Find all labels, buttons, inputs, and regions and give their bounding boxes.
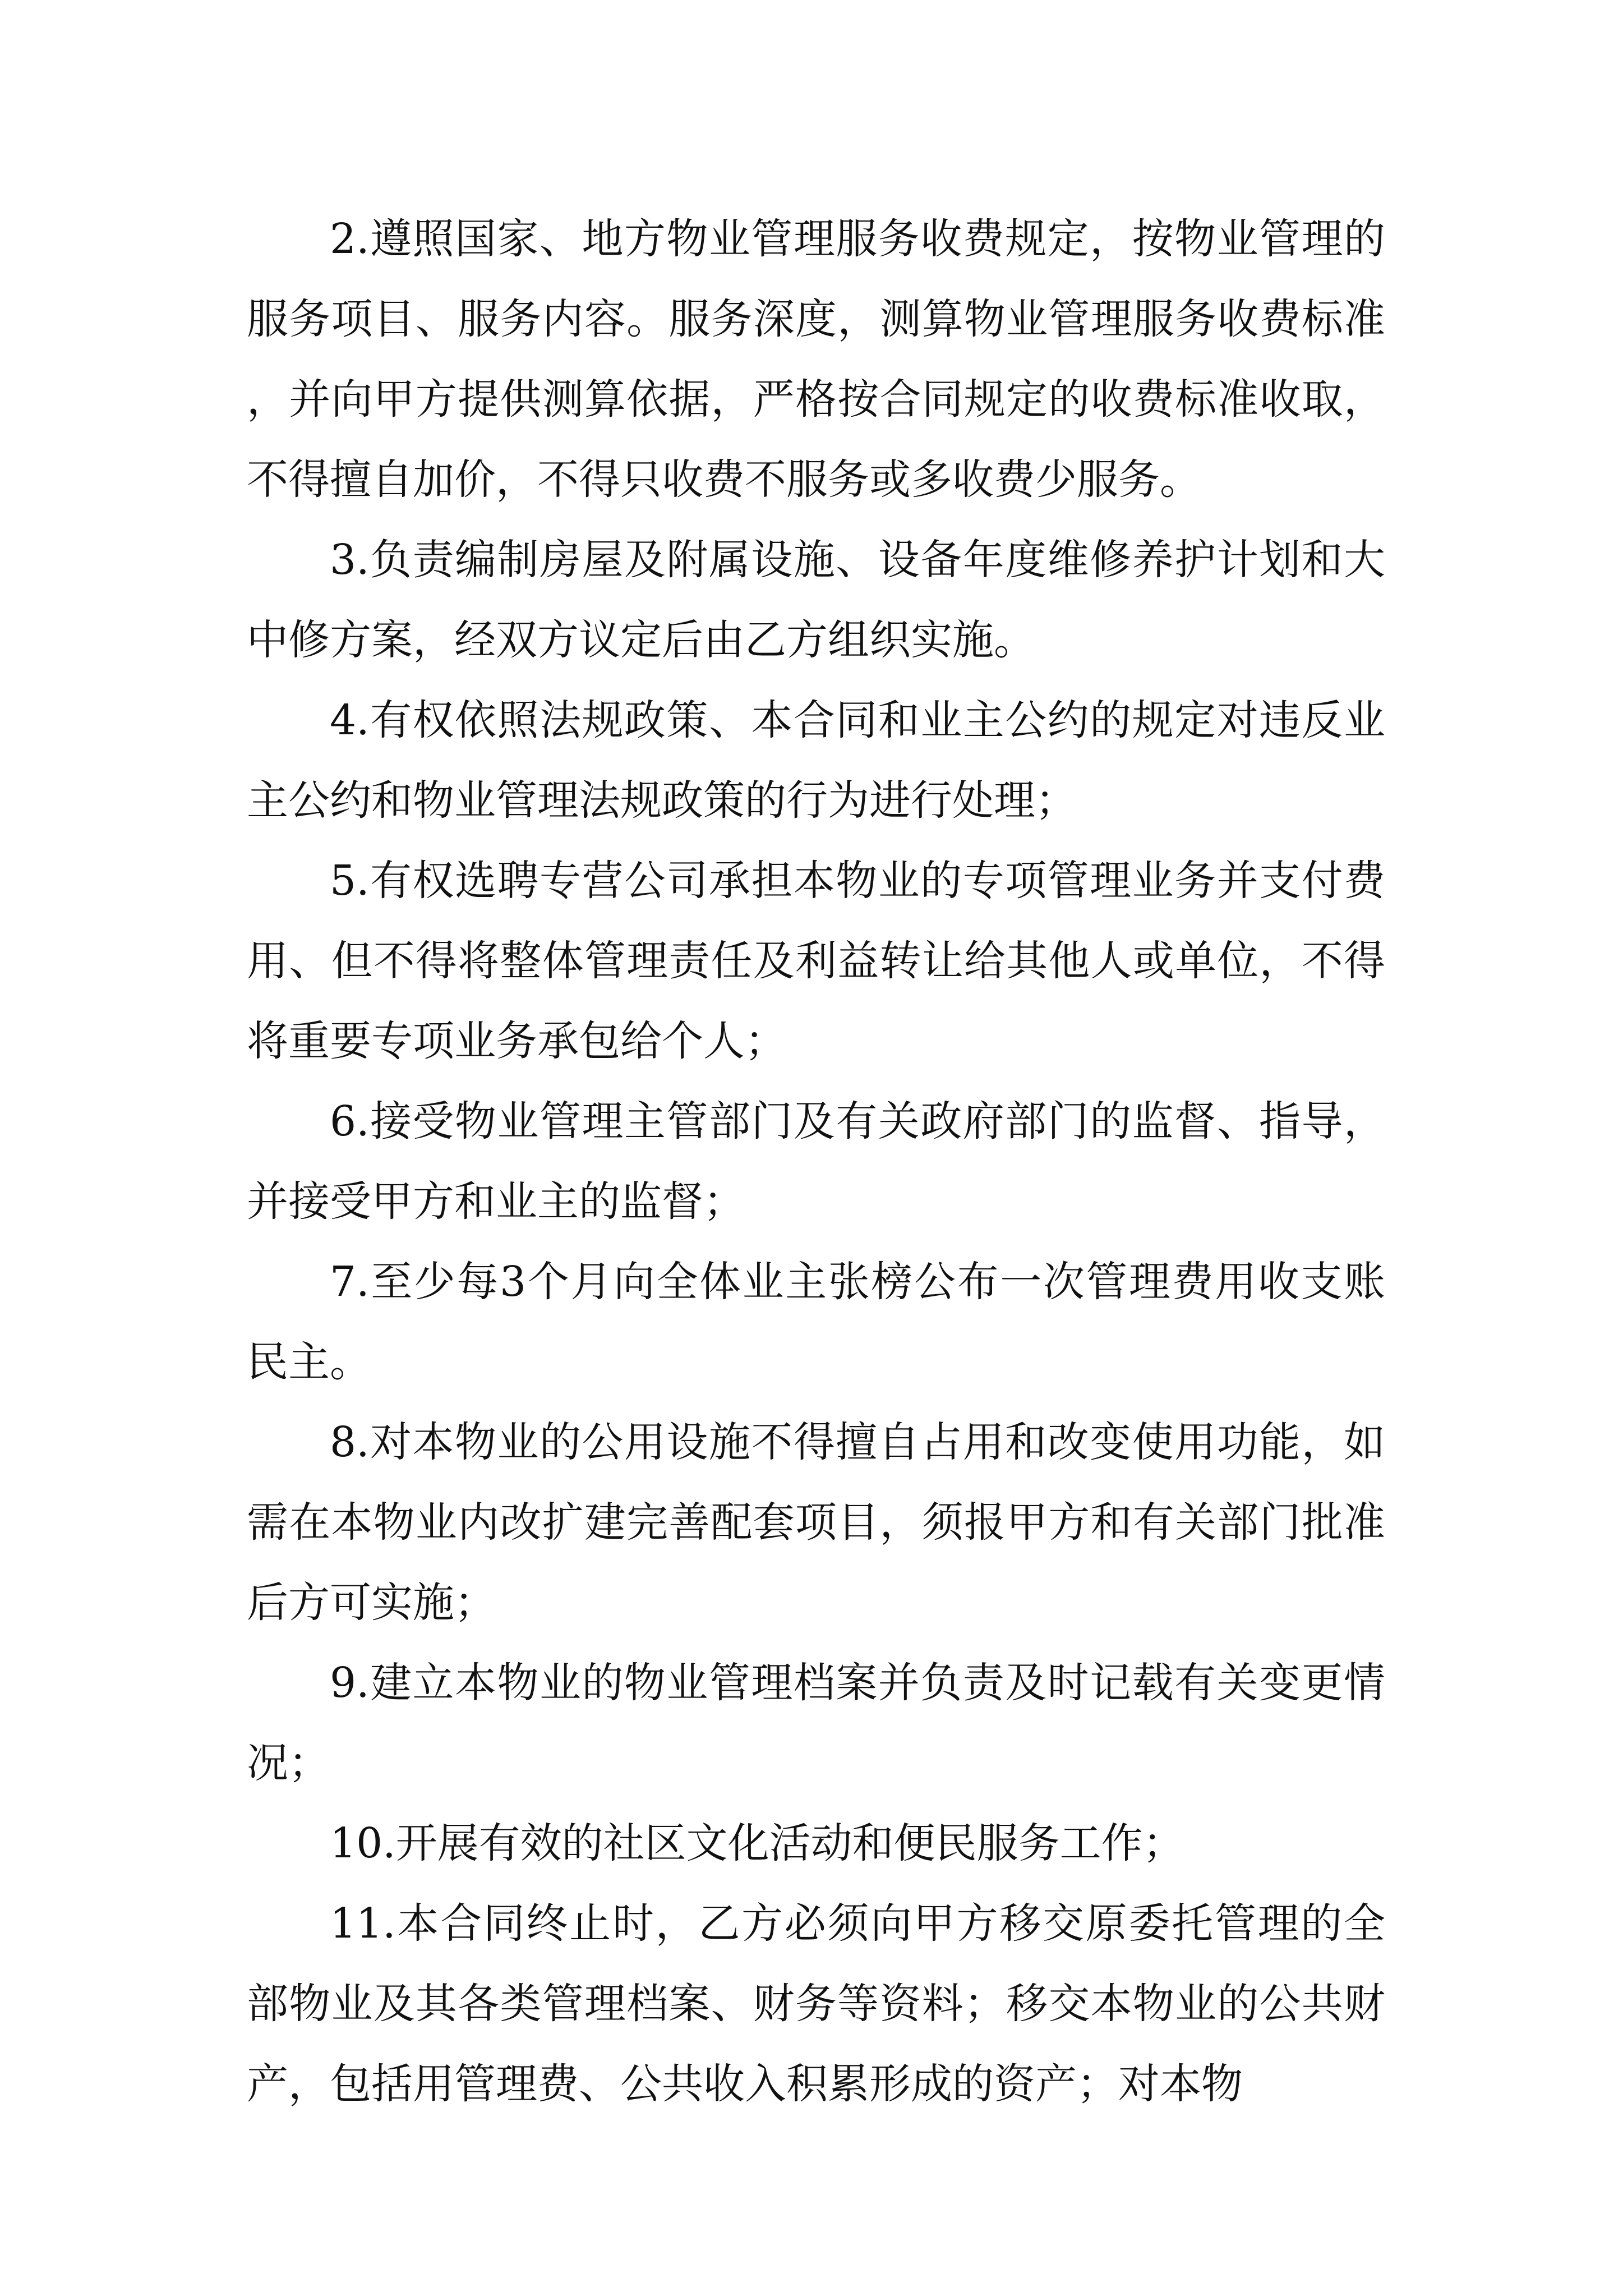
paragraph-item-8: 8.对本物业的公用设施不得擅自占用和改变使用功能，如需在本物业内改扩建完善配套项目，须报甲方和有关部门批准后方可实施； <box>247 1418 1385 1627</box>
paragraph-item-10: 10.开展有效的社区文化活动和便民服务工作； <box>330 1819 1184 1867</box>
paragraph-item-3: 3.负责编制房屋及附属设施、设备年度维修养护计划和大中修方案，经双方议定后由乙方组织实施。 <box>247 536 1385 664</box>
paragraph-item-11: 11.本合同终止时，乙方必须向甲方移交原委托管理的全部物业及其各类管理档案、财务等资料；移交本物业的公共财产，包括用管理费、公共收入积累形成的资产；对本物 <box>247 1899 1385 2108</box>
document-body <box>247 199 1385 2124</box>
paragraph-item-4: 4.有权依照法规政策、本合同和业主公约的规定对违反业主公约和物业管理法规政策的行为进行处理； <box>247 696 1385 825</box>
paragraph-item-7: 7.至少每3个月向全体业主张榜公布一次管理费用收支账民主。 <box>247 1258 1385 1386</box>
paragraph-item-9: 9.建立本物业的物业管理档案并负责及时记载有关变更情况； <box>247 1659 1385 1787</box>
paragraph-item-5: 5.有权选聘专营公司承担本物业的专项管理业务并支付费用、但不得将整体管理责任及利益转让给其他人或单位，不得将重要专项业务承包给个人； <box>247 857 1385 1065</box>
paragraph-item-2: 2.遵照国家、地方物业管理服务收费规定，按物业管理的服务项目、服务内容。服务深度，测算物业管理服务收费标准，并向甲方提供测算依据，严格按合同规定的收费标准收取，不得擅自加价，不得只收费不服务或多收费少服务。 <box>247 215 1385 504</box>
paragraph-item-6: 6.接受物业管理主管部门及有关政府部门的监督、指导，并接受甲方和业主的监督； <box>247 1097 1385 1226</box>
